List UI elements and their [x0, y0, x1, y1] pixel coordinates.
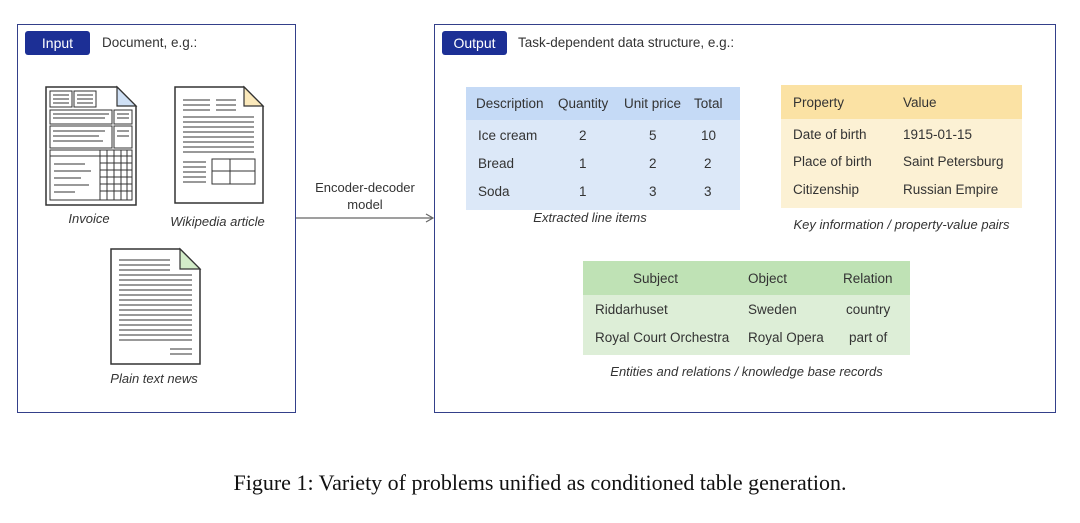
figure-caption: Figure 1: Variety of problems unified as conditioned table generation.: [233, 470, 847, 495]
relations-cell: Riddarhuset: [595, 302, 668, 317]
relations-caption: Entities and relations / knowledge base records: [610, 364, 883, 379]
line-items-header-total: Total: [694, 96, 723, 111]
model-label-line1: Encoder-decoder: [315, 180, 415, 195]
line-items-header-description: Description: [476, 96, 544, 111]
input-badge: Input: [25, 31, 90, 55]
line-items-cell: 2: [704, 156, 712, 171]
line-items-cell: 2: [649, 156, 657, 171]
arrow-icon: [296, 212, 436, 224]
line-items-caption: Extracted line items: [533, 210, 647, 225]
wikipedia-doc-icon: [174, 86, 264, 204]
line-items-header-unit-price: Unit price: [624, 96, 682, 111]
property-value-header-property: Property: [793, 95, 845, 110]
line-items-cell: Bread: [478, 156, 515, 171]
property-value-cell: Russian Empire: [903, 182, 999, 197]
relations-header-relation: Relation: [843, 271, 893, 286]
line-items-cell: 1: [579, 156, 587, 171]
relations-cell: Royal Opera: [748, 330, 824, 345]
property-value-cell: Saint Petersburg: [903, 154, 1004, 169]
output-badge: Output: [442, 31, 507, 55]
property-value-cell: Date of birth: [793, 127, 867, 142]
news-doc-icon: [110, 248, 201, 365]
line-items-cell: Ice cream: [478, 128, 538, 143]
line-items-cell: 5: [649, 128, 657, 143]
line-items-cell: 10: [701, 128, 717, 143]
line-items-cell: 3: [704, 184, 712, 199]
line-items-cell: 2: [579, 128, 587, 143]
relations-cell: country: [846, 302, 891, 317]
property-value-cell: 1915-01-15: [903, 127, 973, 142]
relations-header-object: Object: [748, 271, 788, 286]
relations-header-subject: Subject: [633, 271, 679, 286]
line-items-cell: Soda: [478, 184, 510, 199]
line-items-cell: 1: [579, 184, 587, 199]
wikipedia-caption: Wikipedia article: [170, 214, 265, 229]
relations-cell: Sweden: [748, 302, 797, 317]
property-value-cell: Place of birth: [793, 154, 872, 169]
output-subtitle: Task-dependent data structure, e.g.:: [518, 35, 735, 50]
line-items-cell: 3: [649, 184, 657, 199]
invoice-doc-icon: [45, 86, 137, 206]
property-value-caption: Key information / property-value pairs: [793, 217, 1010, 232]
line-items-header-quantity: Quantity: [558, 96, 609, 111]
model-label-line2: model: [347, 197, 383, 212]
news-caption: Plain text news: [110, 371, 198, 386]
relations-cell: part of: [849, 330, 888, 345]
property-value-header-value: Value: [903, 95, 937, 110]
property-value-cell: Citizenship: [793, 182, 860, 197]
relations-cell: Royal Court Orchestra: [595, 330, 730, 345]
invoice-caption: Invoice: [68, 211, 110, 226]
input-subtitle: Document, e.g.:: [102, 35, 198, 50]
